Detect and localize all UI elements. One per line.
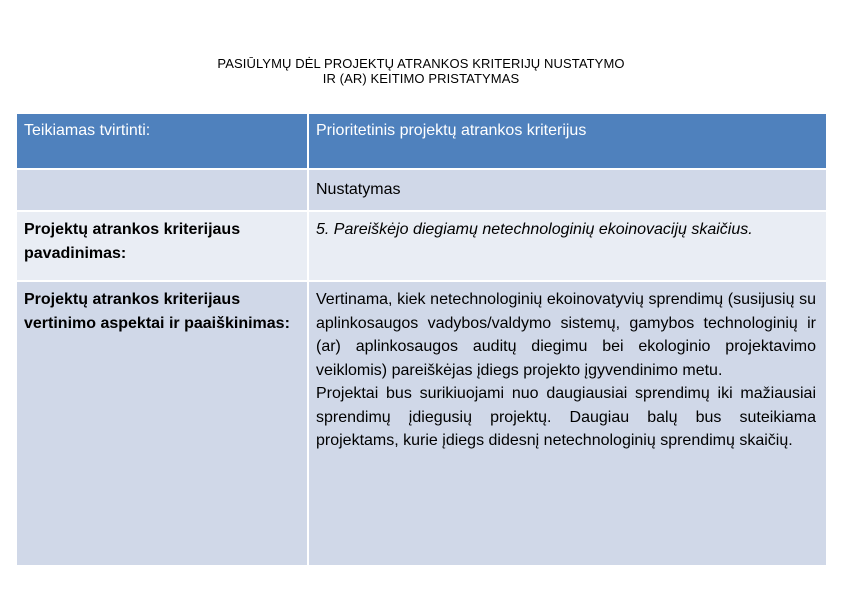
title-line-1: PASIŪLYMŲ DĖL PROJEKTŲ ATRANKOS KRITERIJŲ NUSTATYMO (217, 56, 625, 71)
header-cell-left: Teikiamas tvirtinti: (17, 114, 307, 168)
criteria-table (17, 114, 826, 565)
title-line-2: IR (AR) KEITIMO PRISTATYMAS (322, 71, 520, 86)
criterion-name-value: 5. Pareiškėjo diegiamų netechnologinių ekoinovacijų skaičius. (309, 212, 826, 280)
action-cell-left (17, 170, 307, 210)
criterion-name-label: Projektų atrankos kriterijaus pavadinimas: (17, 212, 307, 280)
header-cell-right: Prioritetinis projektų atrankos kriterijus (309, 114, 826, 168)
criterion-aspects-label: Projektų atrankos kriterijaus vertinimo aspektai ir paaiškinimas: (17, 282, 307, 565)
document-title (0, 56, 842, 86)
action-cell-value: Nustatymas (309, 170, 826, 210)
aspects-paragraph-1: Vertinama, kiek netechnologinių ekoinovatyvių sprendimų (susijusių su aplinkosaugos vadybos/valdymo sistemų, gamybos technologinių ir (ar) aplinkosaugos auditų diegimu bei ekologinio projektavimo veiklomis) pareiškėjas įdiegs projekto įgyvendinimo metu. (316, 291, 816, 379)
criterion-aspects-value (309, 282, 826, 565)
aspects-paragraph-2: Projektai bus surikiuojami nuo daugiausiai sprendimų iki mažiausiai sprendimų įdiegusių projektų. Daugiau balų bus suteikiama projektams, kurie įdiegs didesnį netechnologinių sprendimų skaičių. (316, 385, 816, 449)
